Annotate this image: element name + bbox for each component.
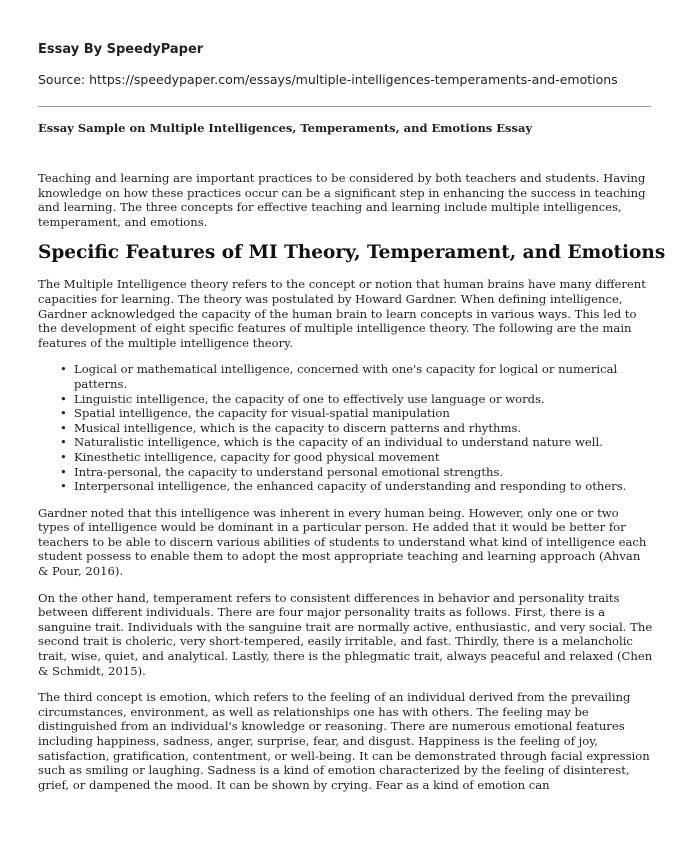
list-item-text: Intra-personal, the capacity to understand personal emotional strengths. <box>74 464 504 479</box>
source-line: Source: https://speedypaper.com/essays/multiple-intelligences-temperaments-and-emotions <box>38 72 618 87</box>
list-item-text: Linguistic intelligence, the capacity of one to effectively use language or words. <box>74 391 545 406</box>
intro-paragraph: Teaching and learning are important practices to be considered by both teachers and students. Having knowledge on how these practices occur can be a significant step in enhancing the success in teaching and learning. The three concepts for effective teaching and learning include multiple intelligences, temperament, and emotions. <box>38 171 646 229</box>
essay-body <box>38 171 666 804</box>
list-item-text: Spatial intelligence, the capacity for visual-spatial manipulation <box>74 406 450 421</box>
list-item-text: Naturalistic intelligence, which is the capacity of an individual to understand nature well. <box>74 435 603 450</box>
list-item <box>60 420 653 436</box>
list-item <box>60 435 653 450</box>
list-item <box>60 449 653 465</box>
brand-title: Essay By SpeedyPaper <box>38 42 204 57</box>
header-divider <box>38 106 651 107</box>
intelligence-list <box>38 362 653 493</box>
list-item <box>60 464 653 480</box>
list-item-text: Kinesthetic intelligence, capacity for good physical movement <box>74 449 440 464</box>
paragraph-emotion: The third concept is emotion, which refers to the feeling of an individual derived from the prevailing circumstances, environment, as well as relationships one has with others. The feeling may be distinguished from an individual's knowledge or reasoning. There are numerous emotional features including happiness, sadness, anger, surprise, fear, and disgust. Happiness is the feeling of joy, satisfaction, gratification, contentment, or well-being. It can be demonstrated through facial expression such as smiling or laughing. Sadness is a kind of emotion characterized by the feeling of disinterest, grief, or dampened the mood. It can be shown by crying. Fear as a kind of emotion can <box>38 690 650 792</box>
list-item-text: Logical or mathematical intelligence, concerned with one's capacity for logical or numerical patterns. <box>74 362 618 391</box>
list-item <box>60 362 653 391</box>
essay-title: Essay Sample on Multiple Intelligences, Temperaments, and Emotions Essay <box>38 121 533 135</box>
bullet-icon: • <box>60 420 67 435</box>
bullet-icon: • <box>60 435 67 450</box>
list-item-text: Interpersonal intelligence, the enhanced capacity of understanding and responding to others. <box>74 479 627 494</box>
paragraph-temperament: On the other hand, temperament refers to consistent differences in behavior and personality traits between different individuals. There are four major personality traits as follows. First, there is a sanguine trait. Individuals with the sanguine trait are normally active, enthusiastic, and very social. The second trait is choleric, very short-tempered, easily irritable, and fast. Thirdly, there is a melancholic trait, wise, quiet, and analytical. Lastly, there is the phlegmatic trait, always peaceful and relaxed (Chen & Schmidt, 2015). <box>38 590 653 678</box>
bullet-icon: • <box>60 449 67 464</box>
bullet-icon: • <box>60 406 67 421</box>
bullet-icon: • <box>60 464 67 479</box>
list-item-text: Musical intelligence, which is the capacity to discern patterns and rhythms. <box>74 420 522 435</box>
list-item <box>60 406 653 421</box>
bullet-icon: • <box>60 362 67 377</box>
section-heading: Specific Features of MI Theory, Temperament, and Emotions <box>38 242 666 264</box>
list-item <box>60 479 653 494</box>
bullet-icon: • <box>60 479 67 494</box>
bullet-icon: • <box>60 391 67 406</box>
paragraph-gardner: Gardner noted that this intelligence was inherent in every human being. However, only one or two types of intelligence would be dominant in a particular person. He added that it would be better for teachers to be able to discern various abilities of students to understand what kind of intelligence each student possess to enable them to adopt the most appropriate teaching and learning approach (Ahvan & Pour, 2016). <box>38 505 647 579</box>
paragraph-mi-theory: The Multiple Intelligence theory refers to the concept or notion that human brains have many different capacities for learning. The theory was postulated by Howard Gardner. When defining intelligence, Gardner acknowledged the capacity of the human brain to learn concepts in various ways. This led to the development of eight specific features of multiple intelligence theory. The following are the main features of the multiple intelligence theory. <box>38 277 646 350</box>
list-item <box>60 391 653 407</box>
